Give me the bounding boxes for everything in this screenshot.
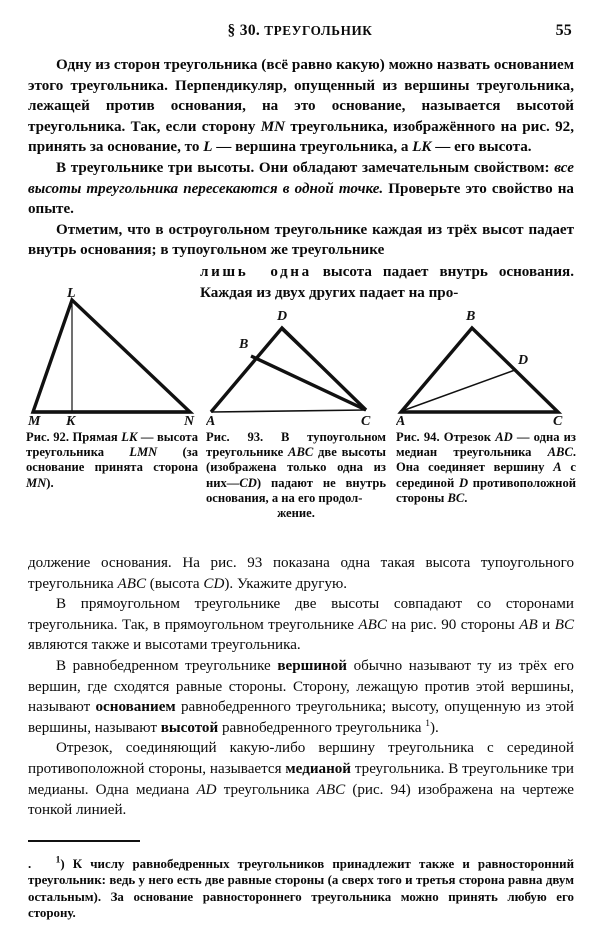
text-run: две высоты (изображена только одна из них— [206, 445, 387, 490]
text-run: Одну из сторон треугольника (всё равно какую) можно назвать [56, 57, 494, 73]
footnote [28, 856, 574, 922]
text-run: на рис. 90 стороны [386, 616, 520, 633]
text-run-spaced: лишь [200, 264, 249, 280]
body-text-top [28, 55, 574, 261]
emphasis-heights-intersect: все высоты треугольника пересекаются в одной точке. [28, 159, 574, 197]
figure-92-label-m: M [28, 414, 41, 426]
figure-92-drawing [26, 286, 202, 426]
figure-93-label-b: B [239, 337, 249, 352]
text-run: равнобедренного треугольника [218, 719, 426, 736]
text-run: Рис. 92. Прямая [26, 430, 122, 444]
text-run: ). [429, 719, 439, 736]
math-label-ab: AB [519, 616, 538, 633]
paragraph-median [28, 738, 574, 820]
math-label-mn: MN [260, 118, 286, 135]
figure-92-label-n: N [184, 414, 195, 426]
text-run: жение. [277, 506, 315, 521]
text-run: — высота треугольника [26, 430, 198, 460]
figure-92-label-l: L [67, 286, 76, 301]
figure-93-label-c: C [361, 414, 371, 426]
text-run: равнобедренного треугольника; высоту, опущенную из этой вершины, называют [28, 699, 574, 736]
footnote-separator-rule [28, 840, 140, 842]
figure-93-label-a: A [206, 414, 216, 426]
math-label-lmn: LMN [129, 445, 158, 460]
text-run: (высота [146, 575, 204, 592]
figure-94-label-c: C [553, 414, 563, 426]
text-run: треугольника. В треугольнике три медианы. Одна медиана [28, 760, 574, 798]
figure-93-label-d: D [277, 309, 288, 324]
math-label-abc: ABC [288, 445, 314, 460]
page-number: 55 [555, 22, 572, 39]
paragraph-isosceles [28, 656, 574, 738]
math-label-ad: AD [495, 430, 513, 444]
term-vysotoy: высотой [516, 98, 574, 115]
math-label-lk: LK [121, 430, 138, 444]
figure-94-label-d: D [518, 353, 529, 368]
figure-93-caption [206, 430, 386, 521]
figure-92-caption [26, 430, 198, 491]
paragraph-right-triangle [28, 594, 574, 656]
text-run: (за основание принята сторона [26, 445, 198, 475]
text-run: треугольника. Так, если сторону [28, 118, 261, 135]
paragraph-acute-obtuse [28, 220, 574, 261]
math-label-abc: ABC [358, 616, 387, 633]
text-run: являются также и высотами треугольника. [28, 637, 301, 654]
text-run-spaced: одна [270, 264, 312, 280]
figure-92 [26, 286, 202, 491]
math-label-cd: CD [203, 575, 225, 592]
figures-row [0, 286, 600, 546]
footnote-reference-marker[interactable]: 1 [425, 718, 430, 729]
text-run: треугольника, изображённого на рис. 92, принять за основание, то [28, 118, 574, 156]
body-text-lower [28, 553, 574, 821]
footnote-text: ) К числу равнобедренных треугольников принадлежит также и равносторонний треугольник: ведь у него есть две равные стороны (а сверх того и третья сторона равна двум остальным). За основание равностороннего треугольника можно принять любую его сторону. [28, 857, 575, 921]
math-label-abc: ABC [117, 575, 147, 592]
term-medianoy: медианой [285, 760, 352, 777]
text-run: — его высота. [431, 139, 532, 156]
math-label-lk: LK [412, 139, 432, 156]
figure-93-drawing [206, 286, 386, 426]
math-label-cd: CD [239, 475, 257, 490]
paragraph-continuation-fig93 [28, 553, 574, 594]
text-run: Отрезок, соединяющий какую-либо вершину треугольника с серединой противоположной стороны, называется [28, 740, 574, 777]
footnote-marker: 1 [55, 855, 61, 866]
figure-92-label-k: K [66, 414, 76, 426]
text-run: Рис. 93. В тупоугольном треугольнике [206, 430, 386, 460]
math-label-d: D [458, 475, 469, 490]
text-run: В прямоугольном треугольнике две высоты совпадают со сторонами треугольника. Так, в прямоугольном треугольнике [28, 596, 574, 633]
text-run: и [537, 616, 555, 633]
text-run: должение основания. На рис. 93 показана одна такая высота тупоугольного треугольника [28, 555, 574, 592]
text-run: — вершина треугольника, а [212, 139, 413, 156]
text-run: . [464, 490, 468, 505]
text-run: Проверьте это свойство на опыте. [28, 180, 574, 218]
text-run: (рис. 94) изображена на чертеже тонкой линией. [28, 781, 574, 819]
text-run: Рис. 94. Отрезок [396, 430, 496, 444]
figure-94-label-b: B [466, 309, 476, 324]
figure-94-drawing [396, 286, 576, 426]
text-run: . Она соединяет вершину [396, 445, 576, 475]
term-osnovaniem: основанием [493, 57, 574, 73]
text-run: — одна из медиан треугольника [396, 430, 576, 460]
paragraph-three-heights [28, 158, 574, 220]
term-vysotoy: высотой [160, 719, 219, 736]
text-run: ). [46, 475, 54, 490]
text-run: ). Укажите другую. [224, 575, 348, 592]
text-run: В равнобедренном треугольнике [56, 657, 278, 674]
text-run: обычно называют ту из трёх его вершин, где сходятся равные стороны. Сторону, лежащую против этой вершины, называют [28, 657, 574, 716]
section-heading [28, 22, 572, 40]
text-run: Отметим, что в остроугольном треугольнике каждая из трёх высот падает внутрь основания; в тупоугольном же треугольнике [28, 221, 574, 259]
text-run: высота падает внутрь основания. Каждая из двух других падает на про- [200, 264, 574, 301]
math-label-ad: AD [196, 781, 217, 798]
running-head [28, 22, 572, 44]
text-run: с серединой [396, 460, 576, 490]
term-osnovaniem: основанием [95, 699, 176, 716]
section-number: 30. [239, 22, 261, 39]
math-label-abc: ABC [316, 781, 346, 798]
text-run: этого треугольника. Перпендикуляр, опущенный из вершины треугольника, лежащей против основания, на это основание, называется [28, 77, 574, 115]
figure-94 [396, 286, 576, 506]
figure-94-caption [396, 430, 576, 506]
text-run: ) падают не внутрь основания, а на его продол- [206, 475, 386, 505]
footnote-lead-dot: . [28, 857, 32, 871]
term-vershinoy: вершиной [277, 657, 347, 674]
text-run: В треугольнике три высоты. Они обладают замечательным свойством: [56, 159, 555, 176]
math-label-a: A [553, 460, 562, 475]
section-title: ТРЕУГОЛЬНИК [264, 23, 373, 38]
figure-93 [206, 286, 386, 521]
section-mark: § [227, 22, 236, 39]
paragraph-definition-base-height [28, 55, 574, 158]
math-label-l: L [203, 139, 213, 156]
figure-94-label-a: A [396, 414, 406, 426]
math-label-mn: MN [26, 475, 47, 490]
math-label-bc: BC [447, 490, 465, 505]
math-label-bc: BC [554, 616, 575, 633]
math-label-abc: ABC [547, 445, 573, 460]
text-run: треугольника [216, 781, 317, 798]
text-run: противоположной стороны [396, 475, 576, 505]
